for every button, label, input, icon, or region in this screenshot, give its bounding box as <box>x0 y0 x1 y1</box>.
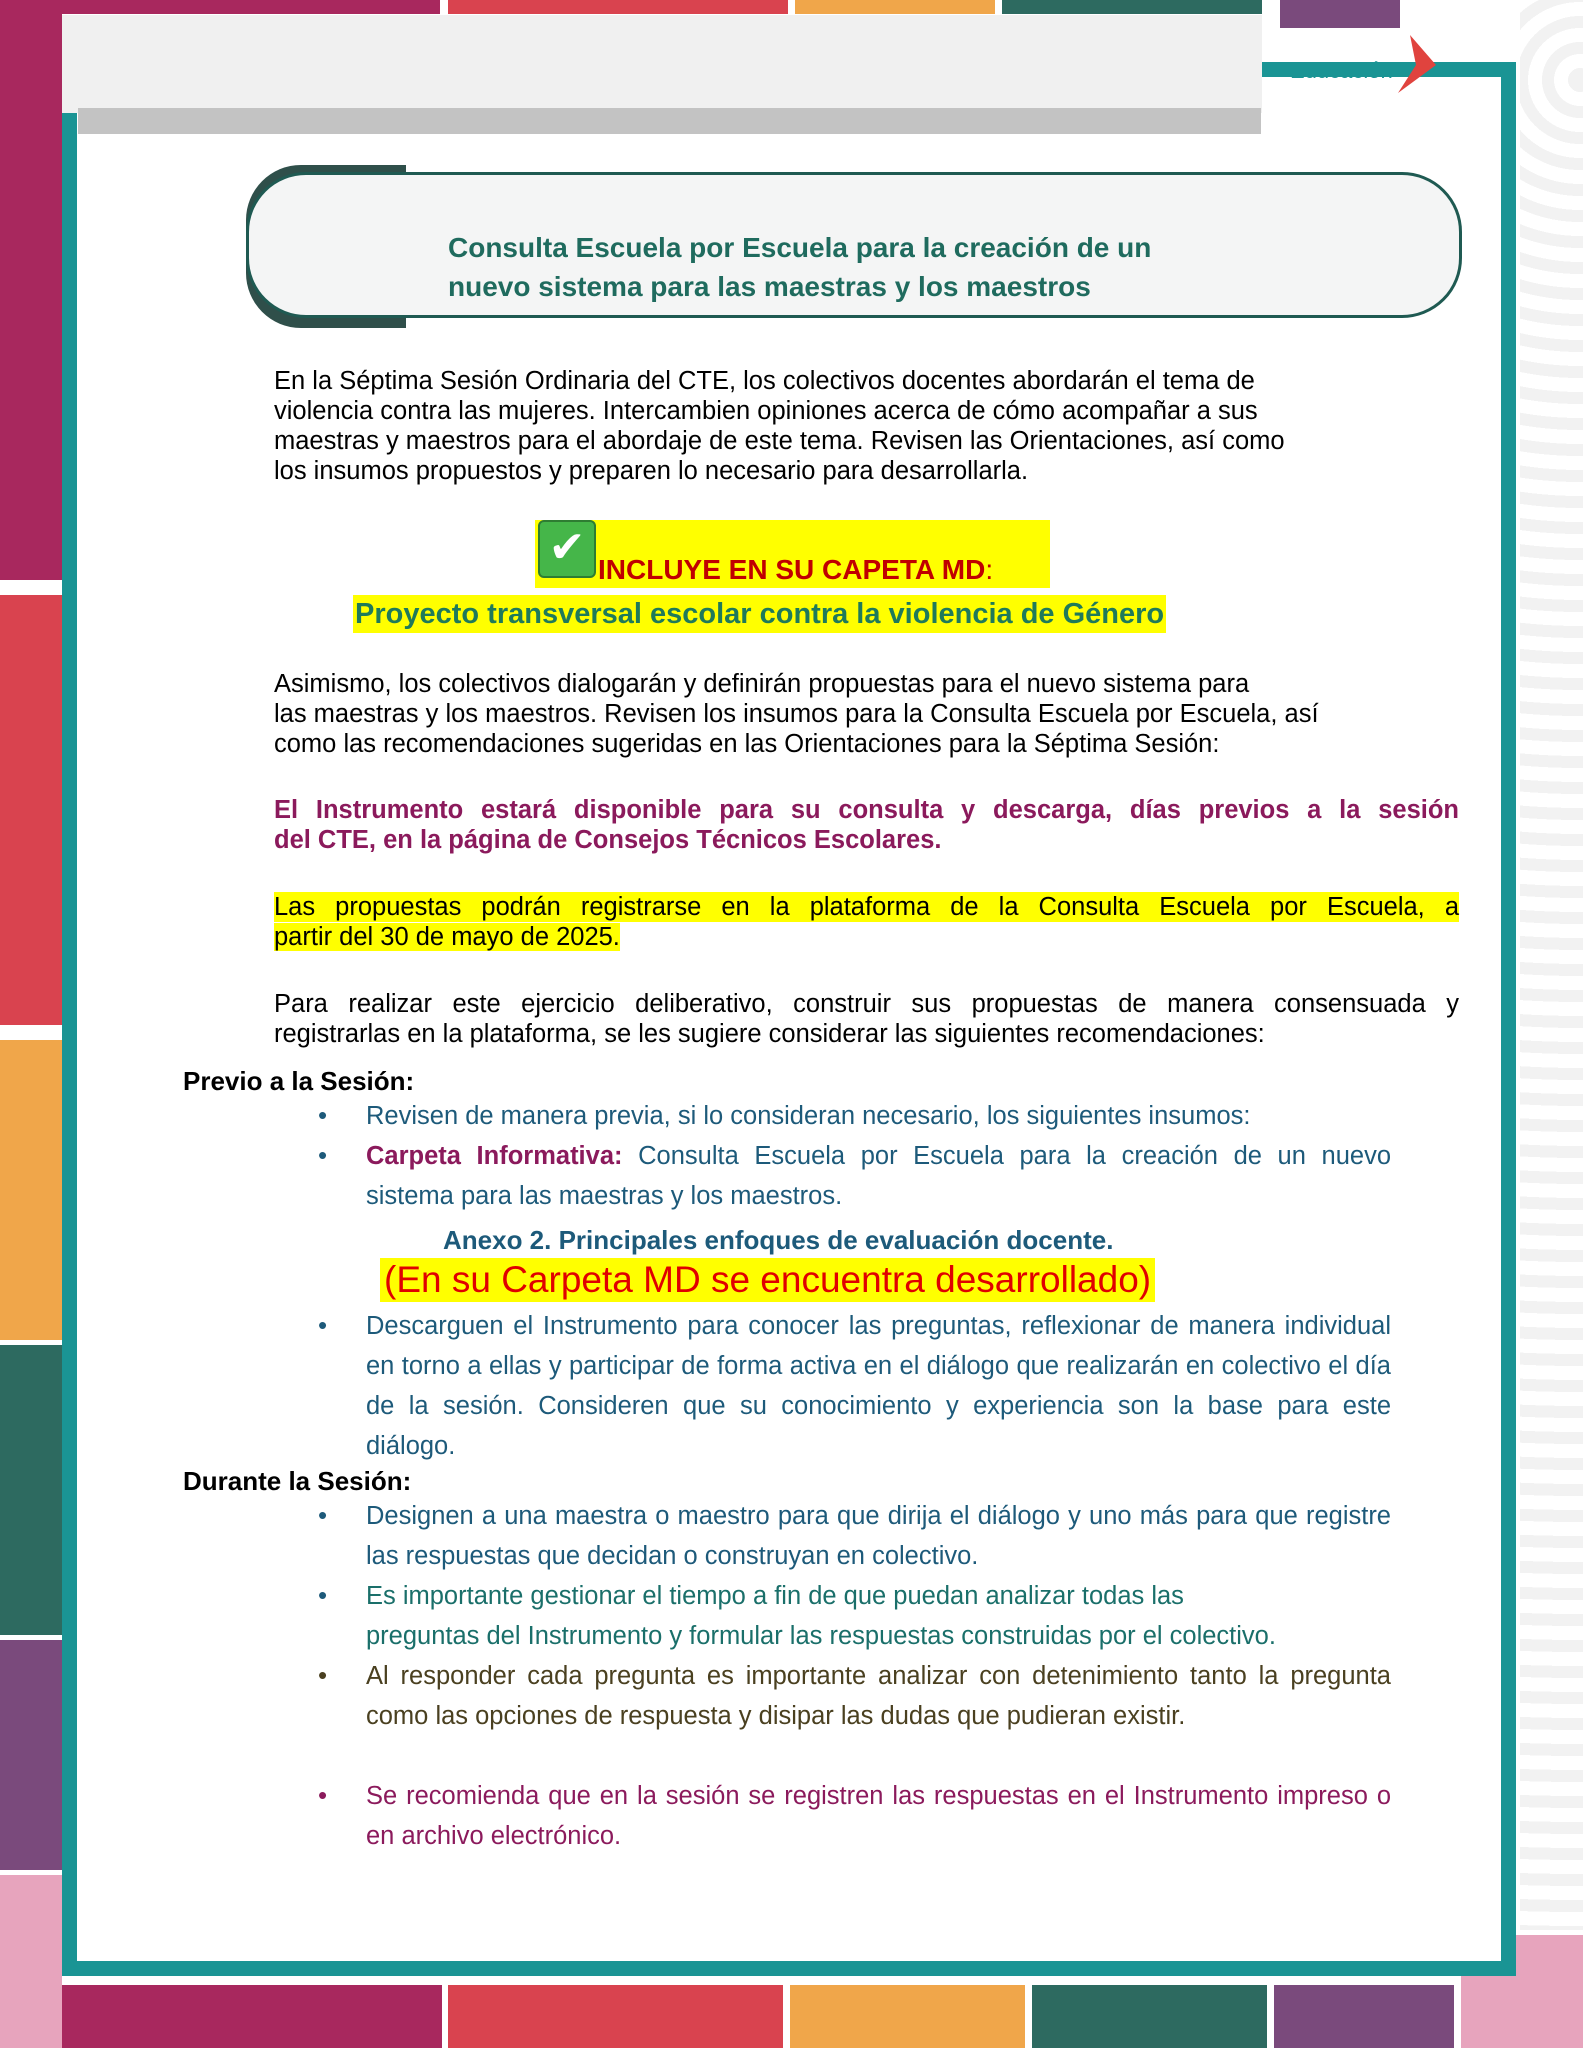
decor-block <box>0 1640 62 1870</box>
bullet-icon: • <box>318 1580 328 1610</box>
durante-item-2-line: preguntas del Instrumento y formular las respuestas construidas por el colectivo. <box>366 1622 1276 1650</box>
paragraph-line: las maestras y los maestros. Revisen los insumos para la Consulta Escuela por Escuela, así <box>274 700 1319 728</box>
carpeta-text: Consulta Escuela por Escuela para la creación de un nuevo sistema para las maestras y los maestros. <box>366 1142 1392 1210</box>
instrument-note <box>274 795 1459 855</box>
header-band <box>62 15 1262 113</box>
durante-item-1: Designen a una maestra o maestro para que dirija el diálogo y uno más para que registre las respuestas que decidan o construyan en colectivo. <box>366 1502 1391 1570</box>
logo-arrow-icon <box>1390 35 1436 93</box>
previo-item-2 <box>366 1136 1391 1216</box>
bullet-icon: • <box>318 1100 328 1130</box>
previo-heading: Previo a la Sesión: <box>183 1066 415 1096</box>
paragraph-line: Para realizar este ejercicio deliberativo, construir sus propuestas de manera consensuada y <box>274 990 1459 1018</box>
durante-item-4: Se recomienda que en la sesión se registren las respuestas en el Instrumento impreso o en archivo electrónico. <box>366 1782 1391 1850</box>
paragraph-line: registrarlas en la plataforma, se les sugiere considerar las siguientes recomendaciones: <box>274 1020 1265 1048</box>
decor-block <box>448 1985 783 2048</box>
previo-item-3: Descarguen el Instrumento para conocer las preguntas, reflexionar de manera individual en torno a ellas y participar de forma activa en el diálogo que realizarán en colectivo el día de la sesión. Consideren que su conocimiento y experiencia son la base para este diálogo. <box>366 1312 1391 1460</box>
carpeta-label: Carpeta Informativa: <box>366 1142 623 1170</box>
decor-block <box>0 1875 62 2048</box>
decor-block <box>0 0 440 14</box>
decor-block <box>0 0 62 580</box>
proposals-line: Las propuestas podrán registrarse en la plataforma de la Consulta Escuela por Escuela, a <box>274 893 1459 921</box>
instrument-line: El Instrumento estará disponible para su consulta y descarga, días previos a la sesión <box>274 796 1459 824</box>
decor-block <box>0 1345 62 1635</box>
decor-block <box>0 595 62 1025</box>
incluye-colon: : <box>985 554 994 585</box>
previo-item-1: Revisen de manera previa, si lo consideran necesario, los siguientes insumos: <box>366 1102 1251 1130</box>
title-line-2: nuevo sistema para las maestras y los maestros <box>448 271 1091 302</box>
intro-line: los insumos propuestos y preparen lo necesario para desarrollarla. <box>274 457 1029 485</box>
intro-line: maestras y maestros para el abordaje de este tema. Revisen las Orientaciones, así como <box>274 427 1285 455</box>
decor-block <box>795 0 995 14</box>
bullet-icon: • <box>318 1310 328 1340</box>
durante-heading: Durante la Sesión: <box>183 1466 412 1496</box>
durante-item-2-line: Es importante gestionar el tiempo a fin de que puedan analizar todas las <box>366 1582 1184 1610</box>
paragraph-line: Asimismo, los colectivos dialogarán y definirán propuestas para el nuevo sistema para <box>274 670 1250 698</box>
header-gray-bar <box>78 108 1261 134</box>
paragraph-2 <box>274 669 1454 759</box>
decor-block <box>1274 1985 1454 2048</box>
decor-block <box>448 0 788 14</box>
decor-block <box>790 1985 1025 2048</box>
decor-block <box>1002 0 1262 14</box>
page-title <box>448 228 1328 306</box>
durante-item-2 <box>366 1576 1391 1656</box>
bullet-icon: • <box>318 1140 328 1170</box>
proposals-line: partir del 30 de mayo de 2025. <box>274 923 620 951</box>
floral-background <box>1520 0 1583 1930</box>
bullet-icon: • <box>318 1660 328 1690</box>
bullet-icon: • <box>318 1500 328 1530</box>
durante-item-3: Al responder cada pregunta es importante analizar con detenimiento tanto la pregunta como las opciones de respuesta y disipar las dudas que pudieran existir. <box>366 1662 1391 1730</box>
paragraph-line: como las recomendaciones sugeridas en las Orientaciones para la Séptima Sesión: <box>274 730 1220 758</box>
proposals-note <box>274 892 1459 952</box>
incluye-label <box>598 554 993 586</box>
decor-block <box>62 1985 442 2048</box>
carpeta-md-note: (En su Carpeta MD se encuentra desarrollado) <box>380 1258 1155 1302</box>
project-title: Proyecto transversal escolar contra la violencia de Género <box>353 595 1166 633</box>
logo-text: Educación <box>1290 58 1393 83</box>
decor-block <box>0 1040 62 1340</box>
instrument-line: del CTE, en la página de Consejos Técnicos Escolares. <box>274 826 942 854</box>
bullet-icon: • <box>318 1780 328 1810</box>
decor-block <box>1280 0 1400 28</box>
title-line-1: Consulta Escuela por Escuela para la creación de un <box>448 232 1152 263</box>
check-mark-icon: ✔ <box>538 520 596 578</box>
annex-title: Anexo 2. Principales enfoques de evaluación docente. <box>443 1225 1114 1255</box>
paragraph-3 <box>274 989 1459 1049</box>
intro-paragraph <box>274 366 1424 486</box>
intro-line: En la Séptima Sesión Ordinaria del CTE, los colectivos docentes abordarán el tema de <box>274 367 1255 395</box>
decor-block <box>1032 1985 1267 2048</box>
incluye-text: INCLUYE EN SU CAPETA MD <box>598 554 986 585</box>
intro-line: violencia contra las mujeres. Intercambien opiniones acerca de cómo acompañar a sus <box>274 397 1258 425</box>
